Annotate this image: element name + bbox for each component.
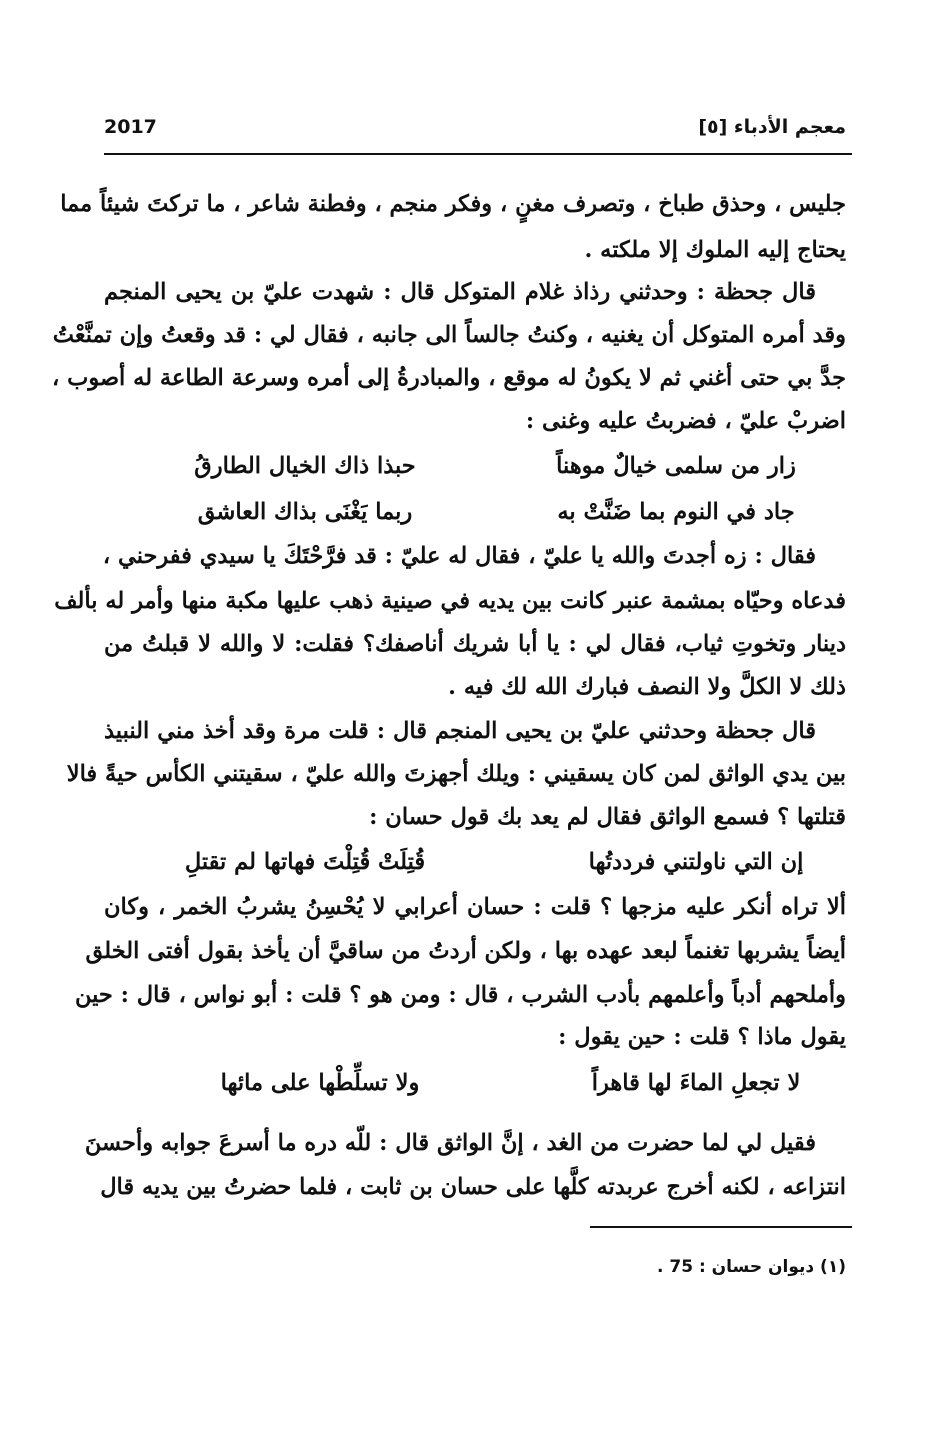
text-line: اضربْ عليّ ، فضربتُ عليه وغنى : bbox=[525, 408, 846, 434]
verse-first-hemistich: لا تجعلِ الماءَ لها قاهراً bbox=[591, 1070, 801, 1096]
text-line: يحتاج إليه الملوك إلا ملكته . bbox=[584, 237, 846, 263]
text-line: انتزاعه ، لكنه أخرج عربدته كلَّها على حسان بن ثابت ، فلما حضرتُ بين يديه قال bbox=[100, 1174, 846, 1200]
text-line: ألا تراه أنكر عليه مزجها ؟ قلت : حسان أعرابي لا يُحْسِنُ يشربُ الخمر ، وكان bbox=[104, 894, 846, 920]
text-line: قال جحظة وحدثني عليّ بن يحيى المنجم قال : قلت مرة وقد أخذ مني النبيذ bbox=[104, 718, 816, 744]
text-line: فقيل لي لما حضرت من الغد ، إنَّ الواثق قال : للّه دره ما أسرعَ جوابه وأحسنَ bbox=[84, 1130, 816, 1156]
text-line: جدَّ بي حتى أغني ثم لا يكونُ له موقع ، والمبادرةُ إلى أمره وسرعة الطاعة له أصوب ، bbox=[52, 365, 846, 391]
text-line: قال جحظة : وحدثني رذاذ غلام المتوكل قال : شهدت عليّ بن يحيى المنجم bbox=[104, 279, 816, 305]
text-line: أيضاً يشربها تغنماً لبعد عهده بها ، ولكن أردتُ من ساقيَّ أن يأخذ بقول أفتى الخلق bbox=[85, 938, 846, 964]
verse-second-hemistich: حبذا ذاك الخيال الطارقُ bbox=[194, 453, 416, 479]
text-line: يقول ماذا ؟ قلت : حين يقول : bbox=[558, 1024, 846, 1050]
verse-first-hemistich: جاد في النوم بما ضَنَّتْ به bbox=[557, 499, 795, 525]
text-line: فدعاه وحيّاه بمشمة عنبر كانت بين يديه في صينية ذهب عليها مكبة منها وأمر له بألف bbox=[54, 588, 846, 614]
text-line: ذلك لا الكلَّ ولا النصف فبارك الله لك فيه . bbox=[448, 674, 846, 700]
running-title: معجم الأدباء [٥] bbox=[698, 116, 846, 138]
header-rule bbox=[104, 153, 852, 155]
verse-first-hemistich: زار من سلمى خيالٌ موهناً bbox=[556, 453, 796, 479]
verse-second-hemistich: ربما يَغْنَى بذاك العاشق bbox=[197, 499, 413, 525]
text-line: فقال : زه أجدتَ والله يا عليّ ، فقال له عليّ : قد فرَّحْتَكَ يا سيدي ففرحني ، bbox=[102, 543, 816, 569]
text-line: بين يدي الواثق لمن كان يسقيني : ويلك أجهزتَ والله عليّ ، سقيتني الكأس حيةً فالا bbox=[66, 761, 846, 787]
verse-second-hemistich: قُتِلَتْ قُتِلْتَ فهاتها لم تقتلِ bbox=[184, 849, 426, 875]
page-number: 2017 bbox=[104, 116, 157, 138]
footnote: (١) ديوان حسان : 75 . bbox=[656, 1257, 846, 1277]
verse-first-hemistich: إن التي ناولتني فرددتُها bbox=[588, 849, 804, 875]
text-line: وأملحهم أدباً وأعلمهم بأدب الشرب ، قال : ومن هو ؟ قلت : أبو نواس ، قال : حين bbox=[74, 982, 846, 1008]
verse-second-hemistich: ولا تسلِّطْها على مائها bbox=[220, 1070, 420, 1096]
text-line: جليس ، وحذق طباخ ، وتصرف مغنٍ ، وفكر منجم ، وفطنة شاعر ، ما تركتَ شيئاً مما bbox=[60, 191, 846, 217]
text-line: دينار وتخوتِ ثياب، فقال لي : يا أبا شريك أناصفك؟ فقلت: لا والله لا قبلتُ من bbox=[104, 631, 846, 657]
text-line: وقد أمره المتوكل أن يغنيه ، وكنتُ جالساً الى جانبه ، فقال لي : قد وقعتُ وإن تمنَّعْتُ bbox=[52, 322, 846, 348]
footnote-rule bbox=[590, 1226, 852, 1228]
text-line: قتلتها ؟ فسمع الواثق فقال لم يعد بك قول حسان : bbox=[369, 804, 846, 830]
